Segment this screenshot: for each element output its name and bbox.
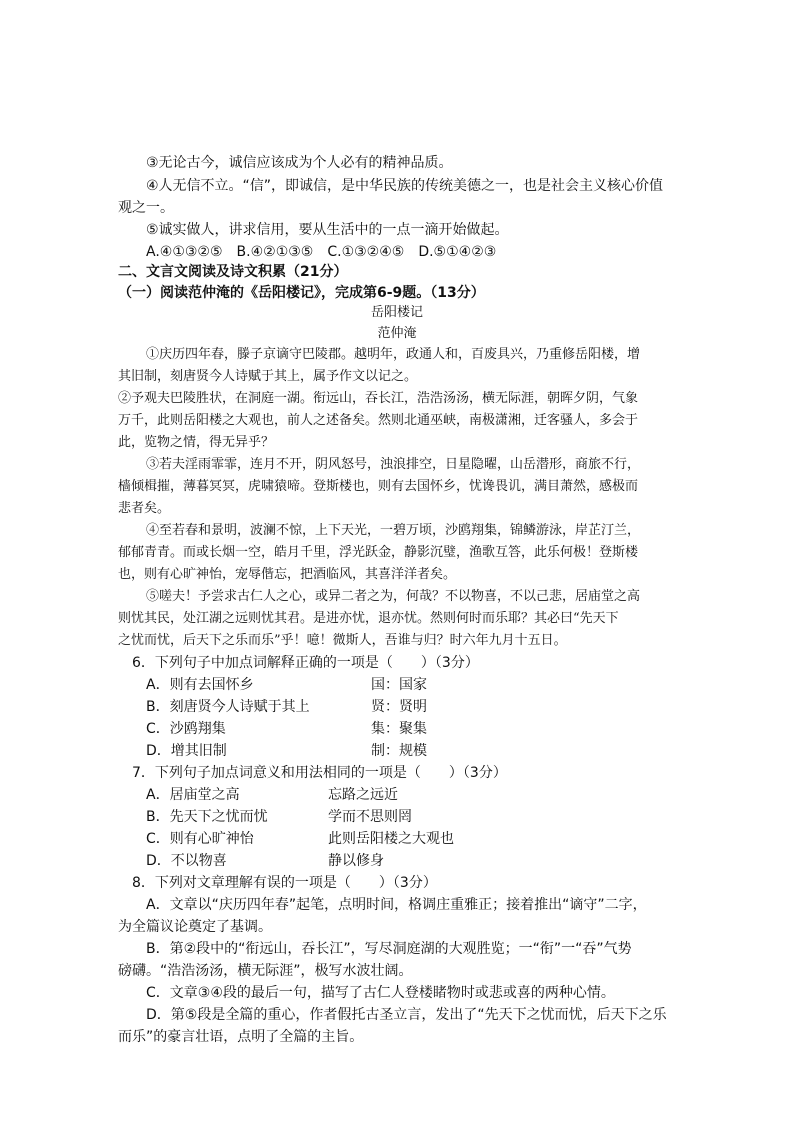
answer-options: A.④①③②⑤ B.④②①③⑤ C.①③②④⑤ D.⑤①④②③ xyxy=(146,244,497,260)
q7-option-b-compare: 学而不思则罔 xyxy=(328,809,412,825)
q8-option-b: B．第②段中的“衔远山，吞长江”，写尽洞庭湖的大观胜览；一“衔”一“吞”气势 xyxy=(146,941,632,957)
q7-option-b: B．先天下之忧而忧 xyxy=(146,809,268,825)
item-5: ⑤诚实做人，讲求信用，要从生活中的一点一滴开始做起。 xyxy=(146,222,509,238)
q6-stem: 6．下列句子中加点词解释正确的一项是（ ）（3分） xyxy=(132,655,479,671)
essay-line: 也，则有心旷神怡，宠辱偕忘，把酒临风，其喜洋洋者矣。 xyxy=(118,567,457,582)
q6-option-b: B．刻唐贤今人诗赋于其上 xyxy=(146,699,310,715)
essay-line: 悲者矣。 xyxy=(118,501,171,516)
q7-option-d: D．不以物喜 xyxy=(146,853,227,869)
essay-line: 万千，此则岳阳楼之大观也，前人之述备矣。然则北通巫峡，南极潇湘，迁客骚人，多会于 xyxy=(118,413,639,428)
q8-option-d: D．第⑤段是全篇的重心，作者假托古圣立言，发出了“先天下之忧而忧，后天下之乐 xyxy=(146,1007,667,1023)
essay-line: 其旧制，刻唐贤今人诗赋于其上，属予作文以记之。 xyxy=(118,369,418,384)
q7-option-a: A．居庙堂之高 xyxy=(146,787,240,803)
q7-option-a-compare: 忘路之远近 xyxy=(328,787,398,803)
q6-option-d-gloss: 制：规模 xyxy=(371,743,427,759)
item-4-cont: 观之一。 xyxy=(118,200,174,216)
sub-title: （一）阅读范仲淹的《岳阳楼记》，完成第6-9题。（13分） xyxy=(118,285,485,301)
q8-option-a: A．文章以“庆历四年春”起笔，点明时间，格调庄重雅正；接着推出“谪守”二字， xyxy=(146,897,647,913)
item-4: ④人无信不立。“信”，即诚信，是中华民族的传统美德之一，也是社会主义核心价值 xyxy=(146,178,664,194)
essay-title: 岳阳楼记 xyxy=(370,305,423,320)
essay-line: ②予观夫巴陵胜状，在洞庭一湖。衔远山，吞长江，浩浩汤汤，横无际涯，朝晖夕阴，气象 xyxy=(118,391,639,406)
section-title: 二、文言文阅读及诗文积累（21分） xyxy=(118,264,348,280)
essay-line: ④至若春和景明，波澜不惊，上下天光，一碧万顷，沙鸥翔集，锦鳞游泳，岸芷汀兰， xyxy=(146,523,641,538)
q6-option-a-gloss: 国：国家 xyxy=(371,677,427,693)
essay-line: ③若夫淫雨霏霏，连月不开，阴风怒号，浊浪排空，日星隐曜，山岳潜形，商旅不行， xyxy=(146,457,641,472)
essay-line: ①庆历四年春，滕子京谪守巴陵郡。越明年，政通人和，百废具兴，乃重修岳阳楼，增 xyxy=(146,347,641,362)
q6-option-a: A．则有去国怀乡 xyxy=(146,677,254,693)
q7-stem: 7．下列句子加点词意义和用法相同的一项是（ ）（3分） xyxy=(132,765,507,781)
essay-line: 郁郁青青。而或长烟一空，皓月千里，浮光跃金，静影沉璧，渔歌互答，此乐何极！登斯楼 xyxy=(118,545,639,560)
essay-line: 此，览物之情，得无异乎？ xyxy=(118,435,275,450)
essay-author: 范仲淹 xyxy=(377,326,417,341)
essay-line: ⑤嗟夫！予尝求古仁人之心，或异二者之为，何哉？不以物喜，不以己悲，居庙堂之高 xyxy=(146,589,641,604)
q7-option-c: C．则有心旷神怡 xyxy=(146,831,254,847)
essay-line: 之忧而忧，后天下之乐而乐”乎！噫！微斯人，吾谁与归？时六年九月十五日。 xyxy=(118,633,567,648)
essay-line: 樯倾楫摧，薄暮冥冥，虎啸猿啼。登斯楼也，则有去国怀乡，忧谗畏讥，满目萧然，感极而 xyxy=(118,479,639,494)
q6-option-b-gloss: 贤：贤明 xyxy=(371,699,427,715)
q8-option-c: C．文章③④段的最后一句，描写了古仁人登楼睹物时或悲或喜的两种心情。 xyxy=(146,985,615,1001)
item-3: ③无论古今，诚信应该成为个人必有的精神品质。 xyxy=(146,155,453,171)
q8-stem: 8．下列对文章理解有误的一项是（ ）（3分） xyxy=(132,875,437,891)
q6-option-c-gloss: 集：聚集 xyxy=(371,721,427,737)
q6-option-c: C．沙鸥翔集 xyxy=(146,721,226,737)
essay-line: 则忧其民，处江湖之远则忧其君。是进亦忧，退亦忧。然则何时而乐耶？其必曰“先天下 xyxy=(118,611,619,626)
q8-option-b-cont: 磅礴。“浩浩汤汤，横无际涯”，极写水波壮阔。 xyxy=(118,963,413,979)
q8-option-a-cont: 为全篇议论奠定了基调。 xyxy=(118,919,272,935)
q8-option-d-cont: 而乐”的豪言壮语，点明了全篇的主旨。 xyxy=(118,1029,364,1045)
q7-option-c-compare: 此则岳阳楼之大观也 xyxy=(328,831,454,847)
q6-option-d: D．增其旧制 xyxy=(146,743,227,759)
q7-option-d-compare: 静以修身 xyxy=(328,853,384,869)
